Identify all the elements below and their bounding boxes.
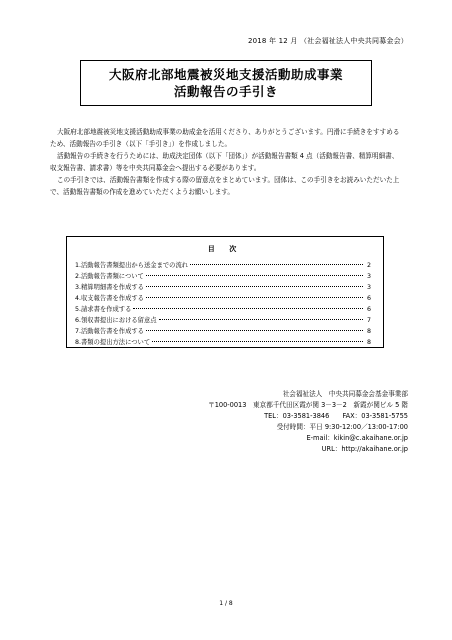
contact-hours: 受付時間：平日 9:30-12:00／13:00-17:00 (276, 423, 408, 431)
leader-dots (133, 308, 363, 309)
table-of-contents (66, 236, 384, 348)
toc-item[interactable] (75, 282, 371, 293)
title-box (80, 60, 372, 106)
toc-heading: 目 次 (207, 245, 243, 253)
leader-dots (146, 275, 363, 276)
document-subtitle: 活動報告の手引き (173, 84, 278, 99)
toc-item[interactable] (75, 315, 371, 326)
contact-block (208, 389, 408, 455)
intro-text (50, 126, 402, 198)
leader-dots (190, 264, 363, 265)
leader-dots (159, 319, 363, 320)
page-number: 1 / 8 (219, 600, 233, 607)
toc-item-page: 7 (366, 317, 371, 324)
toc-item-page: 6 (366, 306, 371, 313)
toc-item[interactable] (75, 271, 371, 282)
toc-item-label: 4.収支報告書を作成する (75, 295, 144, 302)
intro-paragraph: 大阪府北部地震被災地支援活動助成事業の助成金を活用くださり、ありがとうございます。円滑に手続きをすすめるため、活動報告の手引き（以下「手引き」）を作成しました。 (50, 128, 400, 148)
intro-paragraph: この手引きでは、活動報告書類を作成する際の留意点をまとめています。団体は、この手引きをお読みいただいた上で、活動報告書類の作成を進めていただくようお願いします。 (50, 176, 400, 196)
intro-paragraph: 活動報告の手続きを行うためには、助成決定団体（以下「団体」）が活動報告書類 4 点（活動報告書、精算明細書、収支報告書、請求書）等を中央共同募金会へ提出する必要があります。 (50, 152, 399, 172)
document-title: 大阪府北部地震被災地支援活動助成事業 (108, 67, 343, 82)
toc-item-page: 3 (366, 273, 371, 280)
toc-item-label: 7.活動報告書を作成する (75, 328, 144, 335)
contact-url[interactable]: URL：http://akaihane.or.jp (321, 445, 408, 453)
leader-dots (146, 297, 363, 298)
toc-item[interactable] (75, 337, 371, 348)
toc-item-page: 2 (366, 262, 371, 269)
toc-item-page: 8 (366, 328, 371, 335)
toc-item-label: 6.領収書提出における留意点 (75, 317, 157, 324)
toc-item[interactable] (75, 260, 371, 271)
contact-tel-fax: TEL：03-3581-3846 FAX：03-3581-5755 (264, 412, 408, 420)
leader-dots (146, 286, 363, 287)
toc-item[interactable] (75, 293, 371, 304)
contact-org: 社会福祉法人 中央共同募金会基金事業部 (282, 390, 408, 398)
toc-item-label: 8.書類の提出方法について (75, 339, 151, 346)
toc-item-label: 3.精算明細書を作成する (75, 284, 144, 291)
toc-item-label: 1.活動報告書類提出から送金までの流れ (75, 262, 189, 269)
toc-item-page: 3 (366, 284, 371, 291)
toc-item[interactable] (75, 326, 371, 337)
contact-email[interactable]: E-mail：kikin@c.akaihane.or.jp (306, 434, 408, 442)
contact-address: 〒100-0013 東京都千代田区霞が関 3－3－2 新霞が関ビル 5 階 (208, 401, 408, 409)
leader-dots (146, 330, 363, 331)
toc-item[interactable] (75, 304, 371, 315)
toc-item-label: 5.請求書を作成する (75, 306, 132, 313)
toc-list (67, 260, 383, 348)
toc-item-label: 2.活動報告書類について (75, 273, 144, 280)
toc-item-page: 6 (366, 295, 371, 302)
toc-item-page: 8 (366, 339, 371, 346)
document-date: 2018 年 12 月 （社会福祉法人中央共同募金会） (247, 37, 408, 45)
leader-dots (152, 341, 363, 342)
